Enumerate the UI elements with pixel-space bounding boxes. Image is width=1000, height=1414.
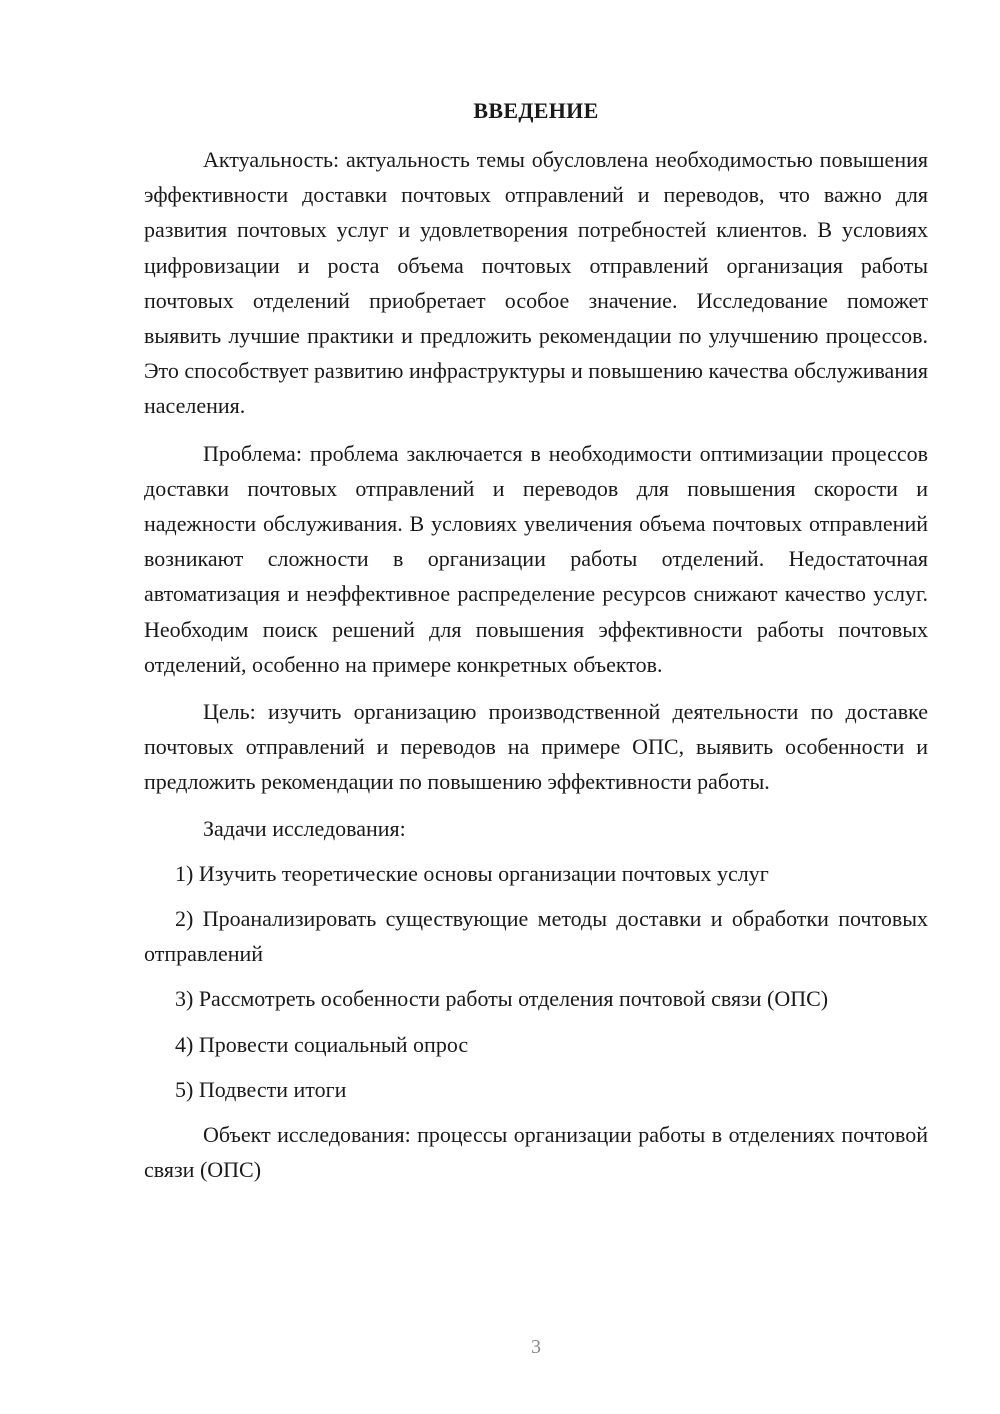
task-item-4: 4) Провести социальный опрос: [175, 1031, 469, 1057]
section-heading: ВВЕДЕНИЕ: [473, 98, 599, 123]
goal-paragraph: Цель: изучить организацию производственной деятельности по доставке почтовых отправлений и переводов на примере ОПС, выявить особенности и предложить рекомендации по повышению эффективности работы.: [144, 699, 928, 795]
object-paragraph: Объект исследования: процессы организации работы в отделениях почтовой связи (ОПС): [144, 1122, 928, 1183]
tasks-intro: Задачи исследования:: [203, 815, 406, 841]
document-body: [144, 142, 928, 1187]
document-page: [144, 0, 928, 1414]
task-item-2: 2) Проанализировать существующие методы доставки и обработки почтовых отправлений: [144, 906, 928, 967]
task-item-5: 5) Подвести итоги: [175, 1076, 347, 1102]
task-item-3: 3) Рассмотреть особенности работы отделения почтовой связи (ОПС): [175, 986, 829, 1012]
relevance-paragraph: Актуальность: актуальность темы обусловлена необходимостью повышения эффективности доставки почтовых отправлений и переводов, что важно для развития почтовых услуг и удовлетворения потребностей клиентов. В условиях цифровизации и роста объема почтовых отправлений организация работы почтовых отделений приобретает особое значение. Исследование поможет выявить лучшие практики и предложить рекомендации по улучшению процессов. Это способствует развитию инфраструктуры и повышению качества обслуживания населения.: [144, 147, 928, 419]
task-item-1: 1) Изучить теоретические основы организации почтовых услуг: [175, 860, 769, 886]
problem-paragraph: Проблема: проблема заключается в необходимости оптимизации процессов доставки почтовых отправлений и переводов для повышения скорости и надежности обслуживания. В условиях увеличения объема почтовых отправлений возникают сложности в организации работы отделений. Недостаточная автоматизация и неэффективное распределение ресурсов снижают качество услуг. Необходим поиск решений для повышения эффективности работы почтовых отделений, особенно на примере конкретных объектов.: [144, 440, 928, 677]
page-number: 3: [531, 1336, 541, 1358]
